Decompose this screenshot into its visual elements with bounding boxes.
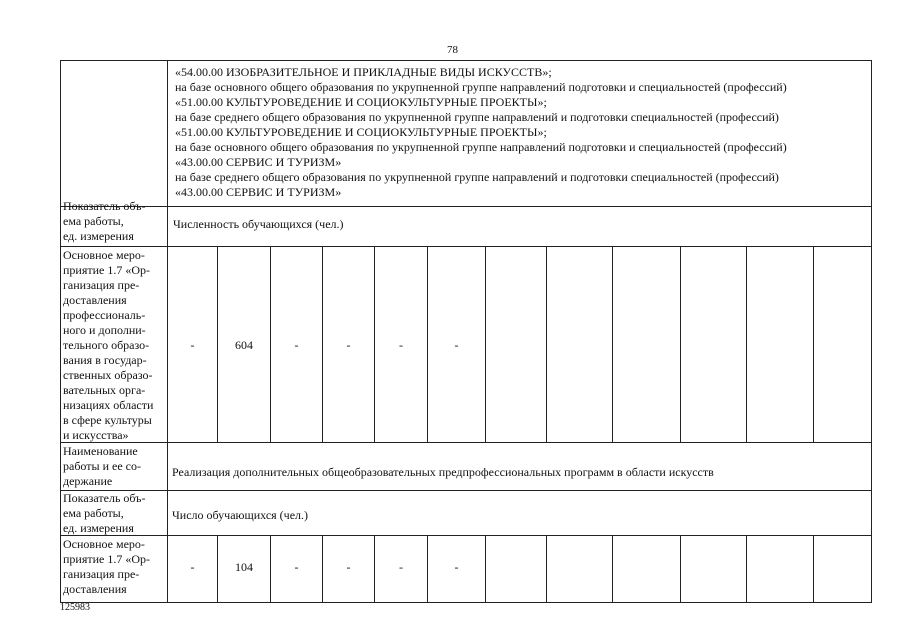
label-line: тельного образо- — [63, 338, 150, 352]
label-line: низациях области — [63, 398, 154, 412]
value-cell: - — [190, 560, 195, 574]
value-cell: - — [346, 338, 351, 352]
value-cell: - — [294, 338, 299, 352]
label-line: ганизация пре- — [63, 567, 140, 581]
label-line: приятие 1.7 «Ор- — [63, 263, 151, 277]
label-line: Наименование — [63, 444, 138, 458]
label-line: ед. измерения — [63, 229, 134, 243]
label-line: ного и дополни- — [63, 323, 146, 337]
continuation-line: «51.00.00 КУЛЬТУРОВЕДЕНИЕ И СОЦИОКУЛЬТУРНЫЕ ПРОЕКТЫ»; — [175, 95, 547, 109]
value-cell: - — [399, 338, 403, 352]
indicator-value: Численность обучающихся (чел.) — [173, 217, 344, 231]
plan-table — [60, 60, 872, 603]
page-number: 78 — [447, 44, 458, 56]
continuation-line: на базе основного общего образования по укрупненной группе направлений подготовки и специальностей (профессий) — [175, 140, 787, 154]
work-name-value: Реализация дополнительных общеобразовательных предпрофессиональных программ в области искусств — [172, 465, 714, 479]
value-cell: 604 — [235, 338, 253, 352]
label-line: в сфере культуры — [63, 413, 152, 427]
continuation-line: на базе среднего общего образования по укрупненной группе направлений и подготовки специальностей (профессий) — [175, 110, 779, 124]
value-cell: - — [399, 560, 403, 574]
label-line: доставления — [63, 293, 127, 307]
continuation-line: «43.00.00 СЕРВИС И ТУРИЗМ» — [175, 185, 342, 199]
value-cell: - — [190, 338, 195, 352]
label-line: Основное меро- — [63, 248, 145, 262]
value-cell: - — [346, 560, 351, 574]
continuation-line: на базе среднего общего образования по укрупненной группе направлений и подготовки специальностей (профессий) — [175, 170, 779, 184]
label-line: профессиональ- — [63, 308, 146, 322]
continuation-line: «54.00.00 ИЗОБРАЗИТЕЛЬНОЕ И ПРИКЛАДНЫЕ ВИДЫ ИСКУССТВ»; — [175, 65, 552, 79]
document-code: 125983 — [60, 602, 90, 613]
label-line: Показатель объ- — [63, 199, 146, 213]
label-line: вательных орга- — [63, 383, 146, 397]
label-line: работы и ее со- — [63, 459, 141, 473]
label-line: приятие 1.7 «Ор- — [63, 552, 151, 566]
label-line: и искусства» — [63, 428, 129, 442]
label-line: Показатель объ- — [63, 491, 146, 505]
label-line: ственных образо- — [63, 368, 153, 382]
value-cell: - — [454, 560, 459, 574]
value-cell: - — [454, 338, 459, 352]
label-line: ема работы, — [63, 214, 124, 228]
continuation-line: на базе основного общего образования по укрупненной группе направлений подготовки и специальностей (профессий) — [175, 80, 787, 94]
indicator-value: Число обучающихся (чел.) — [172, 508, 309, 522]
label-line: ганизация пре- — [63, 278, 140, 292]
label-line: держание — [63, 474, 113, 488]
continuation-line: «51.00.00 КУЛЬТУРОВЕДЕНИЕ И СОЦИОКУЛЬТУРНЫЕ ПРОЕКТЫ»; — [175, 125, 547, 139]
value-cell: - — [294, 560, 299, 574]
value-cell: 104 — [235, 560, 253, 574]
label-line: вания в государ- — [63, 353, 147, 367]
label-line: доставления — [63, 582, 127, 596]
continuation-line: «43.00.00 СЕРВИС И ТУРИЗМ» — [175, 155, 342, 169]
label-line: ед. измерения — [63, 521, 134, 535]
label-line: ема работы, — [63, 506, 124, 520]
label-line: Основное меро- — [63, 537, 145, 551]
